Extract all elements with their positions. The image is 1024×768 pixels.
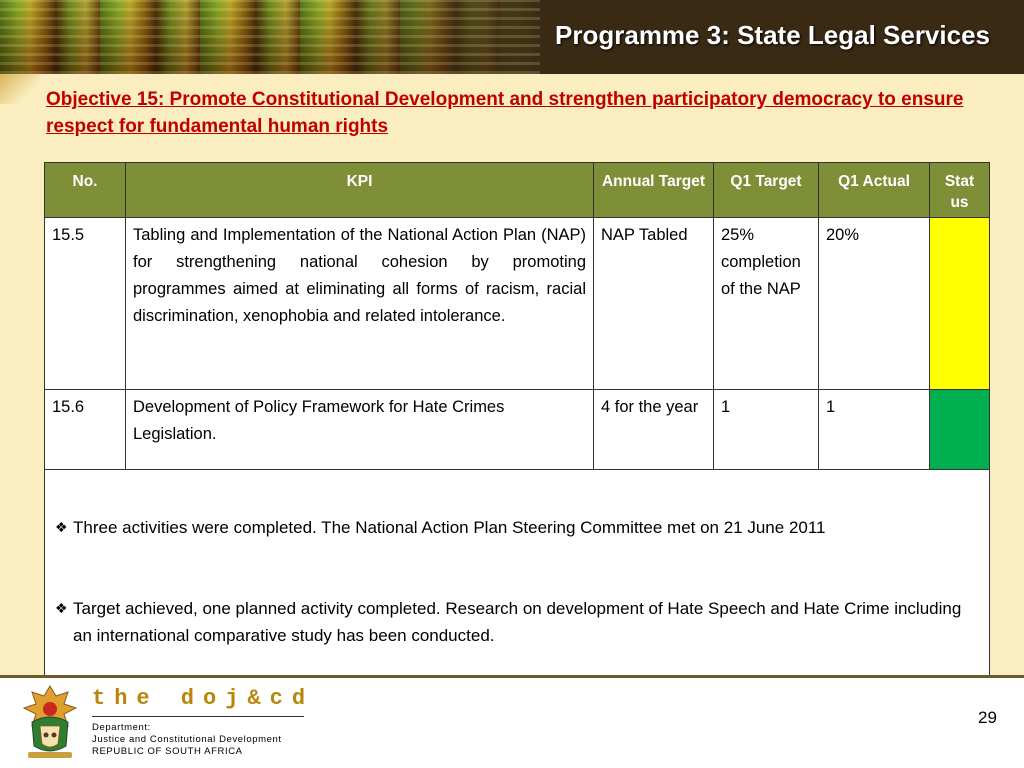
col-header-kpi: KPI: [126, 163, 594, 218]
col-header-q1-target: Q1 Target: [714, 163, 819, 218]
note-item: [55, 514, 979, 541]
col-header-q1-actual: Q1 Actual: [819, 163, 930, 218]
kpi-table: [44, 162, 990, 717]
objective-heading: Objective 15: Promote Constitutional Development and strengthen participatory democracy to ensure respect for fundamental human rights: [46, 89, 964, 137]
corner-decoration: [0, 74, 40, 104]
note-item: [55, 595, 979, 649]
cell-q1-target: 25% completion of the NAP: [714, 218, 819, 390]
table-row: [45, 390, 990, 470]
status-indicator-yellow: [930, 218, 990, 390]
cell-no: 15.5: [45, 218, 126, 390]
header-photo: [0, 0, 540, 74]
brand-divider: [92, 716, 304, 717]
col-header-status: Stat us: [930, 163, 990, 218]
col-header-annual-target: Annual Target: [594, 163, 714, 218]
table-header-row: [45, 163, 990, 218]
brand-wordmark: the doj&cd: [92, 686, 315, 711]
cell-kpi: Tabling and Implementation of the National Action Plan (NAP) for strengthening national cohesion by promoting programmes aimed at eliminating all forms of racism, racial discrimination, xenophobia and related intolerance.: [126, 218, 594, 390]
cell-annual-target: NAP Tabled: [594, 218, 714, 390]
department-label: [92, 722, 282, 758]
note-text: Target achieved, one planned activity completed. Research on development of Hate Speech and Hate Crime including an international comparative study has been conducted.: [73, 599, 962, 645]
slide-title: Programme 3: State Legal Services: [555, 20, 990, 50]
coat-of-arms-icon: [18, 682, 82, 762]
cell-q1-target: 1: [714, 390, 819, 470]
cell-kpi: Development of Policy Framework for Hate Crimes Legislation.: [126, 390, 594, 470]
dept-line-3: REPUBLIC OF SOUTH AFRICA: [92, 746, 243, 757]
page-number: 29: [978, 708, 997, 727]
note-text: Three activities were completed. The National Action Plan Steering Committee met on 21 June 2011: [73, 518, 826, 537]
cell-annual-target: 4 for the year: [594, 390, 714, 470]
cell-q1-actual: 1: [819, 390, 930, 470]
status-indicator-green: [930, 390, 990, 470]
cell-q1-actual: 20%: [819, 218, 930, 390]
header-banner: [0, 0, 1024, 74]
dept-line-2: Justice and Constitutional Development: [92, 734, 282, 745]
diamond-bullet-icon: ❖: [55, 519, 68, 535]
col-header-no: No.: [45, 163, 126, 218]
dept-line-1: Department:: [92, 722, 151, 733]
table-row: [45, 218, 990, 390]
diamond-bullet-icon: ❖: [55, 600, 68, 616]
cell-no: 15.6: [45, 390, 126, 470]
